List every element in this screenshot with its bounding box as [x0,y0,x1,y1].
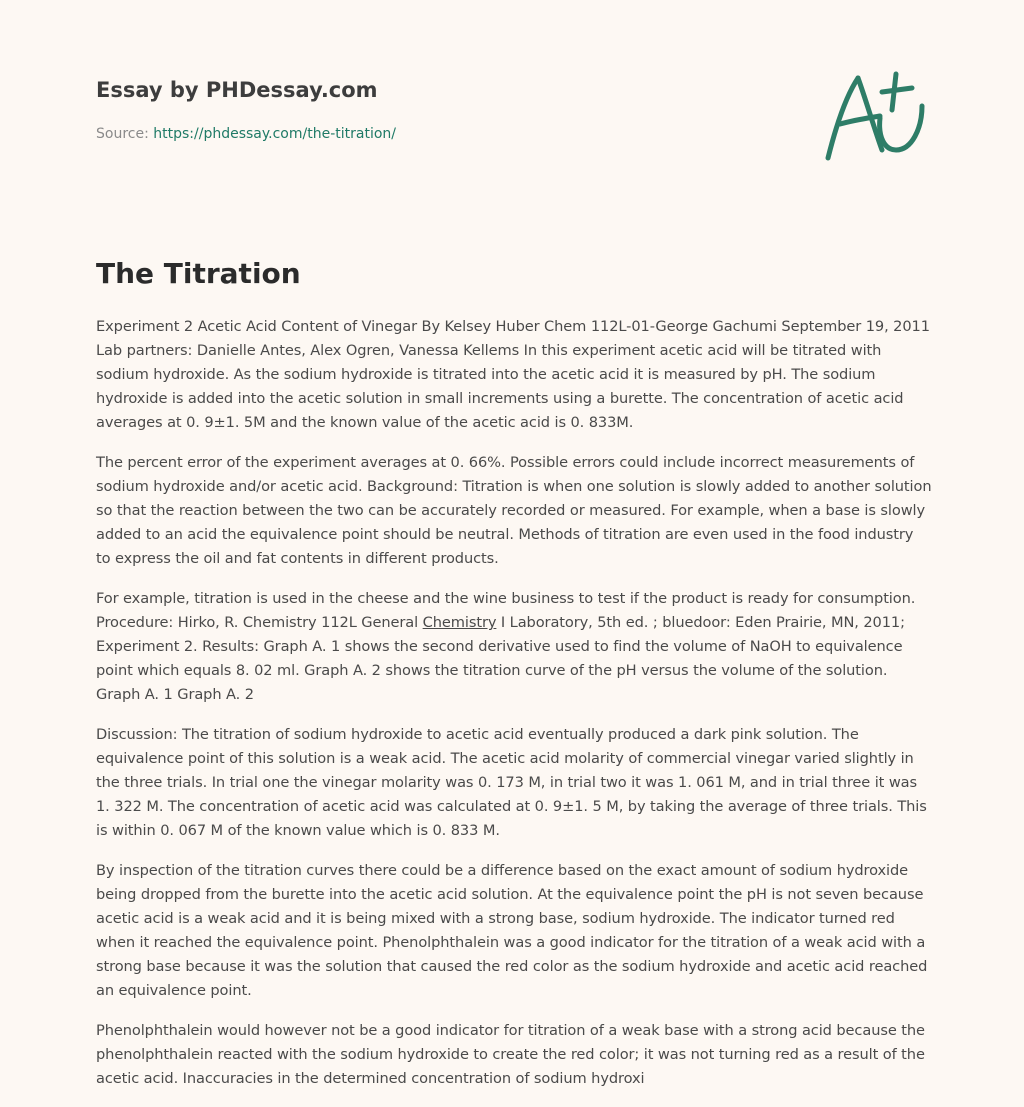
paragraph: Experiment 2 Acetic Acid Content of Vinegar By Kelsey Huber Chem 112L-01-George Gachumi September 19, 2011 Lab partners: Danielle Antes, Alex Ogren, Vanessa Kellems In this experiment acetic acid will be titrated with sodium hydroxide. As the sodium hydroxide is titrated into the acetic acid it is measured by pH. The sodium hydroxide is added into the acetic solution in small increments using a burette. The concentration of acetic acid averages at 0. 9±1. 5M and the known value of the acetic acid is 0. 833M. [96,318,930,431]
page-header [96,76,656,144]
a-plus-logo-icon [818,66,930,166]
paragraph: Discussion: The titration of sodium hydroxide to acetic acid eventually produced a dark pink solution. The equivalence point of this solution is a weak acid. The acetic acid molarity of commercial vinegar varied slightly in the three trials. In trial one the vinegar molarity was 0. 173 M, in trial two it was 1. 061 M, and in trial three it was 1. 322 M. The concentration of acetic acid was calculated at 0. 9±1. 5 M, by taking the average of three trials. This is within 0. 067 M of the known value which is 0. 833 M. [96,726,927,839]
chemistry-link[interactable]: Chemistry [422,614,497,631]
source-link[interactable]: https://phdessay.com/the-titration/ [153,126,396,142]
paragraph [96,587,932,707]
source-label: Source: [96,126,154,142]
paragraph-text: For example, titration is used in the cheese and the wine business to test if the product is ready for consumption. Procedure: Hirko, R. Chemistry 112L General [96,590,916,631]
paragraph-text: I Laboratory, 5th ed. ; bluedoor: Eden Prairie, MN, 2011; Experiment 2. Results: Graph A. 1 shows the second derivative used to find the volume of NaOH to equivalence point which equals 8. 02 ml. Graph A. 2 shows the titration curve of the pH versus the volume of the solution. Graph A. 1 Graph A. 2 [96,614,905,703]
source-line [96,124,656,144]
paragraph: The percent error of the experiment averages at 0. 66%. Possible errors could include incorrect measurements of sodium hydroxide and/or acetic acid. Background: Titration is when one solution is slowly added to another solution so that the reaction between the two can be accurately recorded or measured. For example, when a base is slowly added to an acid the equivalence point should be neutral. Methods of titration are even used in the food industry to express the oil and fat contents in different products. [96,454,932,567]
document-body [96,315,932,1107]
document-title: The Titration [96,257,301,290]
paragraph: By inspection of the titration curves there could be a difference based on the exact amount of sodium hydroxide being dropped from the burette into the acetic acid solution. At the equivalence point the pH is not seven because acetic acid is a weak acid and it is being mixed with a strong base, sodium hydroxide. The indicator turned red when it reached the equivalence point. Phenolphthalein was a good indicator for the titration of a weak acid with a strong base because it was the solution that caused the red color as the sodium hydroxide and acetic acid reached an equivalence point. [96,862,928,999]
site-title: Essay by PHDessay.com [96,78,378,102]
paragraph: Phenolphthalein would however not be a good indicator for titration of a weak base with a strong acid because the phenolphthalein reacted with the sodium hydroxide to create the red color; it was not turning red as a result of the acetic acid. Inaccuracies in the determined concentration of sodium hydroxi [96,1022,925,1087]
